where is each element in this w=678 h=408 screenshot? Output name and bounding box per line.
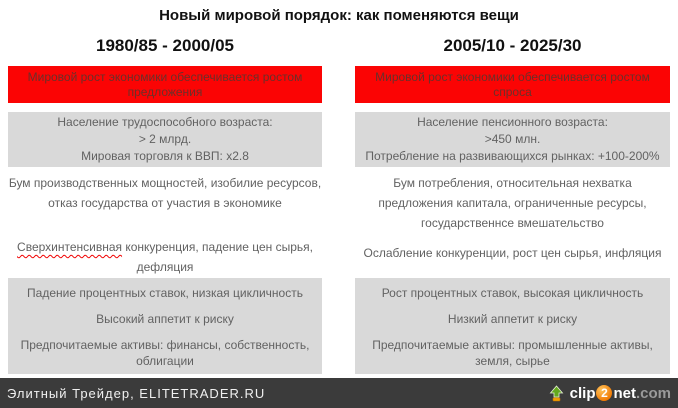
logo-text-net: net (613, 384, 636, 402)
stat-line: Население трудоспособного возраста: (57, 115, 273, 129)
paragraph-competition-right: Ослабление конкуренции, рост цен сырья, инфляция (363, 246, 662, 260)
column-2005-2025 (355, 36, 670, 368)
stats-box-left (8, 112, 322, 167)
clip2net-watermark (548, 385, 671, 402)
period-header-right: 2005/10 - 2025/30 (443, 36, 582, 55)
column-1980-2000 (8, 36, 322, 368)
upload-arrow-icon (548, 385, 565, 402)
stat-line: Мировая торговля к ВВП: х2.8 (81, 149, 249, 163)
stat-line: >450 млн. (484, 132, 541, 146)
outcome-line: Падение процентных ставок, низкая цикличность (27, 286, 303, 300)
stats-box-right (355, 112, 670, 167)
thesis-box-left: Мировой рост экономики обеспечивается ростом предложения (8, 66, 322, 103)
outcome-line: Рост процентных ставок, высокая цикличность (381, 286, 644, 300)
logo-text-clip: clip (569, 384, 596, 402)
paragraph-boom-left: Бум производственных мощностей, изобилие ресурсов, отказ государства от участия в экономике (8, 176, 322, 210)
period-header-left: 1980/85 - 2000/05 (95, 36, 234, 55)
paragraph-boom-right: Бум потребления, относительная нехватка предложения капитала, ограниченные ресурсы, государственнсе вмешательство (378, 176, 647, 230)
paragraph-competition-left (8, 237, 322, 277)
footer-bar (0, 378, 678, 408)
logo-text-com: .com (635, 384, 671, 402)
outcome-line: Предпочитаемые активы: промышленные активы, земля, сырье (372, 338, 653, 368)
outcome-line: Низкий аппетит к риску (447, 312, 578, 326)
stat-line: > 2 млрд. (138, 132, 192, 146)
outcomes-box-right (355, 278, 670, 374)
paragraph-competition-rest: конкуренция, падение цен сырья, дефляция (122, 240, 313, 274)
outcome-line: Высокий аппетит к риску (96, 312, 234, 326)
outcomes-box-left (8, 278, 322, 374)
stat-line: Потребление на развивающихся рынках: +100-200% (365, 149, 660, 163)
thesis-box-right: Мировой рост экономики обеспечивается ростом спроса (355, 66, 670, 103)
source-credit: Элитный Трейдер, ELITETRADER.RU (7, 385, 266, 401)
logo-digit-2: 2 (596, 385, 612, 401)
outcome-line: Предпочитаемые активы: финансы, собственность, облигации (20, 338, 310, 368)
misspelled-word: Сверхинтенсивная (17, 240, 123, 254)
page-title: Новый мировой порядок: как поменяются вещи (159, 7, 519, 24)
stat-line: Население пенсионного возраста: (417, 115, 608, 129)
